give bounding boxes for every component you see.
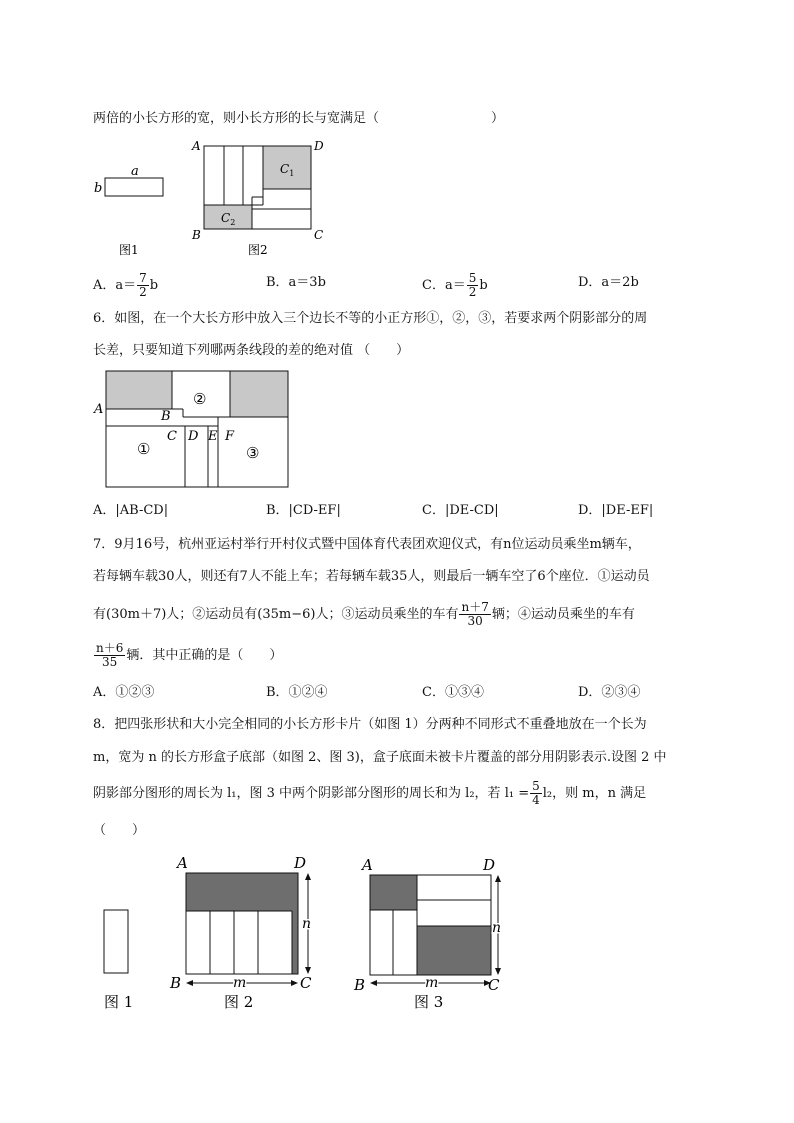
n-arrow-head-bottom bbox=[305, 967, 311, 974]
q6-option-a[interactable]: A．|AB-CD| bbox=[93, 503, 169, 518]
q8-eq-l: l₁ = bbox=[504, 786, 530, 801]
q5-a-num: 7 bbox=[139, 271, 147, 285]
q8-line4: （ ） bbox=[93, 823, 146, 838]
q5-stem-text: 两倍的小长方形的宽，则小长方形的长与宽满足（ bbox=[93, 111, 380, 126]
cards-area bbox=[186, 911, 292, 974]
label-C: C bbox=[300, 974, 312, 992]
q7-fraction-2 bbox=[94, 642, 125, 669]
label-D: D bbox=[314, 139, 324, 153]
card-rect bbox=[104, 910, 128, 973]
label-D: D bbox=[188, 429, 199, 444]
q7-frac1-num: n＋7 bbox=[461, 600, 489, 614]
shaded-top-left bbox=[370, 875, 417, 910]
q7-line4 bbox=[93, 642, 282, 669]
shaded-right bbox=[230, 371, 288, 417]
label-B: B bbox=[161, 409, 171, 424]
label-b: b bbox=[94, 181, 103, 196]
label-F: F bbox=[225, 429, 235, 444]
label-a: a bbox=[131, 164, 139, 179]
q7-frac2-den: 35 bbox=[102, 655, 118, 669]
q5-figure-1 bbox=[90, 160, 180, 260]
label-A: A bbox=[94, 402, 104, 417]
q5-c-num: 5 bbox=[468, 271, 477, 285]
m-arrow-head-right bbox=[291, 980, 298, 986]
label-C2-main: C bbox=[221, 211, 231, 225]
q5-c-fraction bbox=[467, 272, 479, 299]
label-A: A bbox=[177, 854, 188, 872]
q7-frac1-den: 30 bbox=[467, 614, 483, 628]
label-A: A bbox=[362, 856, 373, 874]
q5-a-den: 2 bbox=[139, 285, 147, 299]
q8-frac-num: 5 bbox=[532, 779, 540, 793]
q5-option-d[interactable]: D．a＝2b bbox=[578, 275, 639, 290]
q5-a-prefix: A．a＝ bbox=[93, 278, 137, 293]
q6-option-b[interactable]: B．|CD-EF| bbox=[266, 503, 341, 518]
q7-line1: 7．9月16号，杭州亚运村举行开村仪式暨中国体育代表团欢迎仪式，有n位运动员乘坐m辆车， bbox=[93, 537, 641, 552]
q8-fraction bbox=[530, 780, 542, 807]
q8-figure-3 bbox=[352, 852, 512, 1017]
label-m: m bbox=[425, 975, 439, 991]
n-arrow-head-top bbox=[495, 875, 501, 882]
q7-option-b[interactable]: B．①②④ bbox=[266, 685, 328, 700]
q6-option-d[interactable]: D．|DE-EF| bbox=[578, 503, 654, 518]
label-C1-main: C bbox=[280, 162, 290, 176]
q7-fraction-1 bbox=[459, 601, 490, 628]
label-B: B bbox=[170, 974, 182, 992]
m-arrow-head-left bbox=[186, 980, 193, 986]
q7-line3 bbox=[93, 601, 635, 628]
label-B: B bbox=[354, 976, 366, 994]
q5-c-prefix: C．a＝ bbox=[422, 278, 466, 293]
q7-line2: 若每辆车载30人，则还有7人不能上车；若每辆车载35人，则最后一辆车空了6个座位．①运动员 bbox=[93, 569, 650, 584]
small-rectangle bbox=[105, 178, 163, 196]
label-n: n bbox=[492, 920, 502, 936]
label-C: C bbox=[488, 976, 500, 994]
label-D: D bbox=[294, 854, 307, 872]
label-m: m bbox=[233, 975, 247, 991]
q7-line4-b: 辆．其中正确的是（ ） bbox=[126, 648, 283, 663]
fig2-caption: 图2 bbox=[248, 243, 268, 257]
q7-option-c[interactable]: C．①③④ bbox=[422, 685, 484, 700]
q5-c-den: 2 bbox=[468, 285, 477, 299]
q7-option-d[interactable]: D．②③④ bbox=[578, 685, 641, 700]
q5-a-suffix: b bbox=[149, 278, 159, 293]
q8-line3 bbox=[93, 780, 646, 807]
label-C2-sub: 2 bbox=[230, 218, 236, 227]
label-n: n bbox=[302, 916, 312, 932]
q6-line1: 6．如图，在一个大长方形中放入三个边长不等的小正方形①，②，③，若要求两个阴影部分的周 bbox=[93, 311, 648, 326]
q8-frac-den: 4 bbox=[532, 793, 540, 807]
label-E: E bbox=[208, 429, 218, 444]
fig1-caption: 图1 bbox=[119, 243, 139, 257]
fig1-caption: 图 1 bbox=[104, 993, 134, 1011]
square-1-label: ① bbox=[137, 440, 151, 458]
q8-line2: m，宽为 n 的长方形盒子底部（如图 2、图 3)，盒子底面未被卡片覆盖的部分用阴影表示.设图 2 中 bbox=[93, 750, 667, 765]
q8-eq-r: l₂ bbox=[542, 786, 553, 801]
q8-line3-b: ，则 m，n 满足 bbox=[552, 786, 647, 801]
shaded-bottom-right bbox=[417, 926, 491, 975]
q8-figure-1 bbox=[98, 905, 148, 1015]
q8-line1: 8．把四张形状和大小完全相同的小长方形卡片（如图 1）分两种不同形式不重叠地放在一个长为 bbox=[93, 717, 647, 732]
fig3-caption: 图 3 bbox=[414, 993, 444, 1011]
q6-figure bbox=[90, 368, 295, 493]
label-C: C bbox=[167, 429, 177, 444]
q5-a-fraction bbox=[137, 272, 149, 299]
q7-line3-b: 辆；④运动员乘坐的车有 bbox=[491, 607, 635, 622]
q6-option-c[interactable]: C．|DE-CD| bbox=[422, 503, 499, 518]
q5-option-c[interactable] bbox=[422, 272, 488, 299]
q5-stem bbox=[93, 110, 504, 128]
q5-option-b[interactable]: B．a＝3b bbox=[266, 275, 326, 290]
q5-stem-close: ） bbox=[491, 111, 505, 126]
m-arrow-head-left bbox=[370, 980, 377, 986]
n-arrow-head-bottom bbox=[495, 968, 501, 975]
n-arrow-head-top bbox=[305, 873, 311, 880]
q7-frac2-num: n＋6 bbox=[96, 641, 124, 655]
q6-line2: 长差，只要知道下列哪两条线段的差的绝对值 （ ） bbox=[93, 343, 410, 358]
q5-option-a[interactable] bbox=[93, 272, 158, 299]
square-3-label: ③ bbox=[246, 444, 260, 462]
label-D: D bbox=[483, 856, 496, 874]
q5-figure-2 bbox=[190, 137, 340, 262]
label-C: C bbox=[314, 228, 324, 242]
label-B: B bbox=[192, 228, 201, 242]
q8-line3-a: 阴影部分图形的周长为 l₁，图 3 中两个阴影部分图形的周长和为 l₂，若 bbox=[93, 786, 501, 801]
fig2-caption: 图 2 bbox=[224, 993, 254, 1011]
q8-figure-2 bbox=[168, 852, 323, 1017]
q5-c-suffix: b bbox=[479, 278, 488, 293]
q7-option-a[interactable]: A．①②③ bbox=[93, 685, 155, 700]
square-2-label: ② bbox=[193, 390, 207, 408]
shaded-left bbox=[106, 371, 172, 409]
label-C1-sub: 1 bbox=[289, 169, 295, 178]
q7-line3-a: 有(30m＋7)人；②运动员有(35m−6)人；③运动员乘坐的车有 bbox=[93, 607, 459, 622]
label-A: A bbox=[192, 139, 201, 153]
